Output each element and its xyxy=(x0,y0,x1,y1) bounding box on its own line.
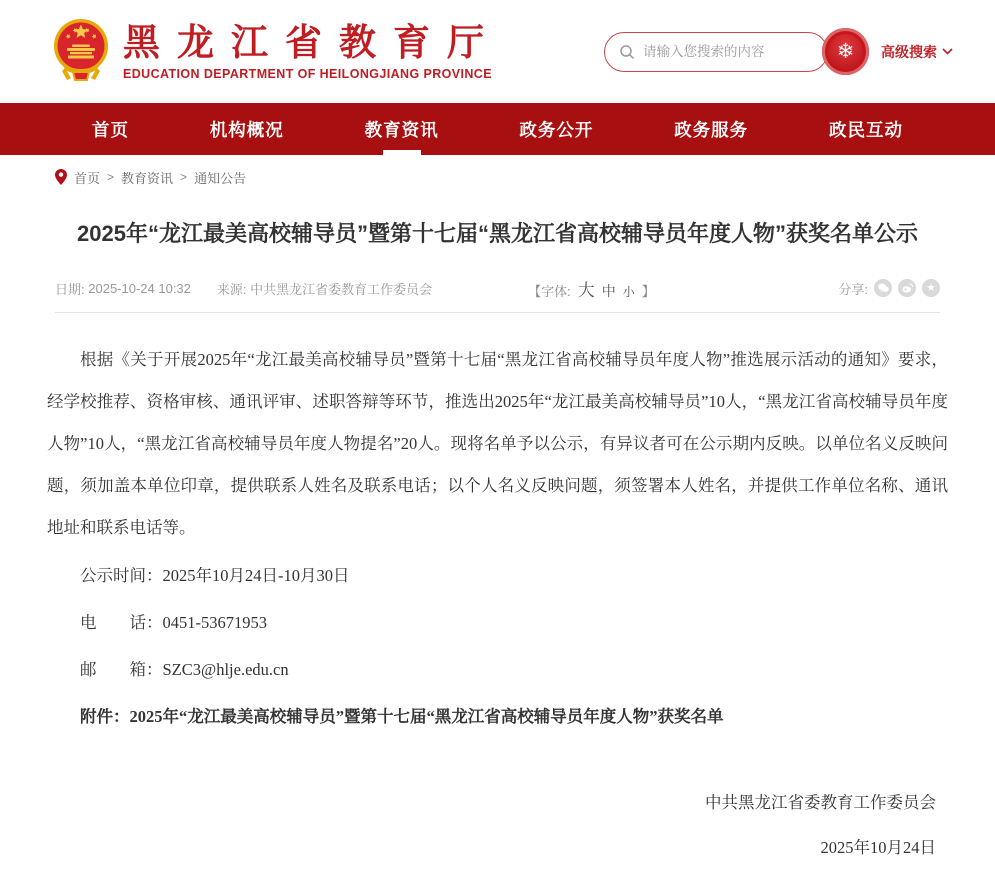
location-pin-icon xyxy=(55,169,67,185)
search-submit-button[interactable] xyxy=(822,28,869,75)
share-wechat-button[interactable] xyxy=(874,279,892,297)
breadcrumb-notices[interactable]: 通知公告 xyxy=(194,170,247,186)
font-size-large-button[interactable]: 大 xyxy=(577,280,595,300)
site-header xyxy=(0,0,995,103)
advanced-search-label: 高级搜索 xyxy=(881,43,937,60)
nav-item-education-news[interactable]: 教育资讯 xyxy=(365,103,439,155)
search-box[interactable] xyxy=(604,32,828,72)
signature-date: 2025年10月24日 xyxy=(820,837,936,857)
meta-source xyxy=(217,279,432,298)
snowflake-icon: ❄ xyxy=(836,40,855,63)
chevron-down-icon xyxy=(942,48,953,55)
share-label: 分享: xyxy=(838,281,868,297)
article-body xyxy=(47,339,948,869)
advanced-search-link[interactable] xyxy=(881,42,953,62)
article-meta xyxy=(47,276,948,301)
breadcrumb xyxy=(0,155,995,199)
brand-text xyxy=(123,22,501,82)
nav-item-home[interactable]: 首页 xyxy=(92,119,129,140)
site-title: 黑龙江省教育厅 xyxy=(123,21,501,63)
meta-date-value: 2025-10-24 10:32 xyxy=(88,280,191,296)
search-icon xyxy=(619,44,635,60)
font-size-medium-button[interactable]: 中 xyxy=(601,282,616,299)
site-brand[interactable] xyxy=(53,14,501,90)
breadcrumb-separator: > xyxy=(180,170,188,184)
article xyxy=(0,215,995,869)
font-size-small-button[interactable]: 小 xyxy=(622,284,635,299)
nav-item-gov-services[interactable]: 政务服务 xyxy=(674,119,749,140)
meta-source-label: 来源: xyxy=(216,281,247,297)
font-widget-open: 【字体: xyxy=(528,283,571,299)
meta-date-label: 日期: xyxy=(55,281,85,297)
meta-source-value: 中共黑龙江省委教育工作委员会 xyxy=(250,281,433,297)
publicity-period-line: 公示时间：2025年10月24日-10月30日 xyxy=(80,565,350,585)
nav-item-organization[interactable]: 机构概况 xyxy=(209,119,284,140)
attachment-link[interactable]: 附件：2025年“龙江最美高校辅导员”暨第十七届“黑龙江省高校辅导员年度人物”获奖名单 xyxy=(80,706,724,726)
article-paragraph: 根据《关于开展2025年“龙江最美高校辅导员”暨第十七届“黑龙江省高校辅导员年度人物”推选展示活动的通知》要求，经学校推荐、资格审核、通讯评审、述职答辩等环节，推选出2025年“龙江最美高校辅导员”10人，“黑龙江省高校辅导员年度人物”10人，“黑龙江省高校辅导员年度人物提名”20人。现将名单予以公示，有异议者可在公示期内反映。以单位名义反映问题，须加盖本单位印章，提供联系人姓名及联系电话；以个人名义反映问题，须签署本人姓名，并提供工作单位名称、通讯地址和联系电话等。 xyxy=(47,349,948,537)
breadcrumb-education-news[interactable]: 教育资讯 xyxy=(121,170,174,186)
breadcrumb-separator: > xyxy=(107,170,115,184)
national-emblem-icon xyxy=(53,14,109,90)
share-favorite-button[interactable] xyxy=(922,279,940,297)
meta-divider xyxy=(55,312,940,313)
main-nav xyxy=(0,103,995,155)
star-icon: ★ xyxy=(926,281,936,294)
breadcrumb-home[interactable]: 首页 xyxy=(74,170,101,186)
share-weibo-button[interactable] xyxy=(898,279,916,297)
site-subtitle: EDUCATION DEPARTMENT OF HEILONGJIANG PROVINCE xyxy=(123,67,492,82)
email-line: 邮 箱：SZC3@hlje.edu.cn xyxy=(80,659,289,679)
search-input[interactable] xyxy=(643,44,793,59)
signature-issuer: 中共黑龙江省委教育工作委员会 xyxy=(705,792,936,812)
nav-item-gov-disclosure[interactable]: 政务公开 xyxy=(519,119,594,140)
wechat-icon xyxy=(878,283,889,293)
share-bar xyxy=(838,279,940,298)
article-title: 2025年“龙江最美高校辅导员”暨第十七届“黑龙江省高校辅导员年度人物”获奖名单公示 xyxy=(77,221,918,246)
font-widget-close: 】 xyxy=(641,283,655,299)
nav-item-public-interaction[interactable]: 政民互动 xyxy=(828,119,903,140)
weibo-icon xyxy=(902,283,913,293)
font-size-widget xyxy=(528,276,655,301)
phone-line: 电 话：0451-53671953 xyxy=(80,612,267,632)
search-area xyxy=(604,28,953,75)
